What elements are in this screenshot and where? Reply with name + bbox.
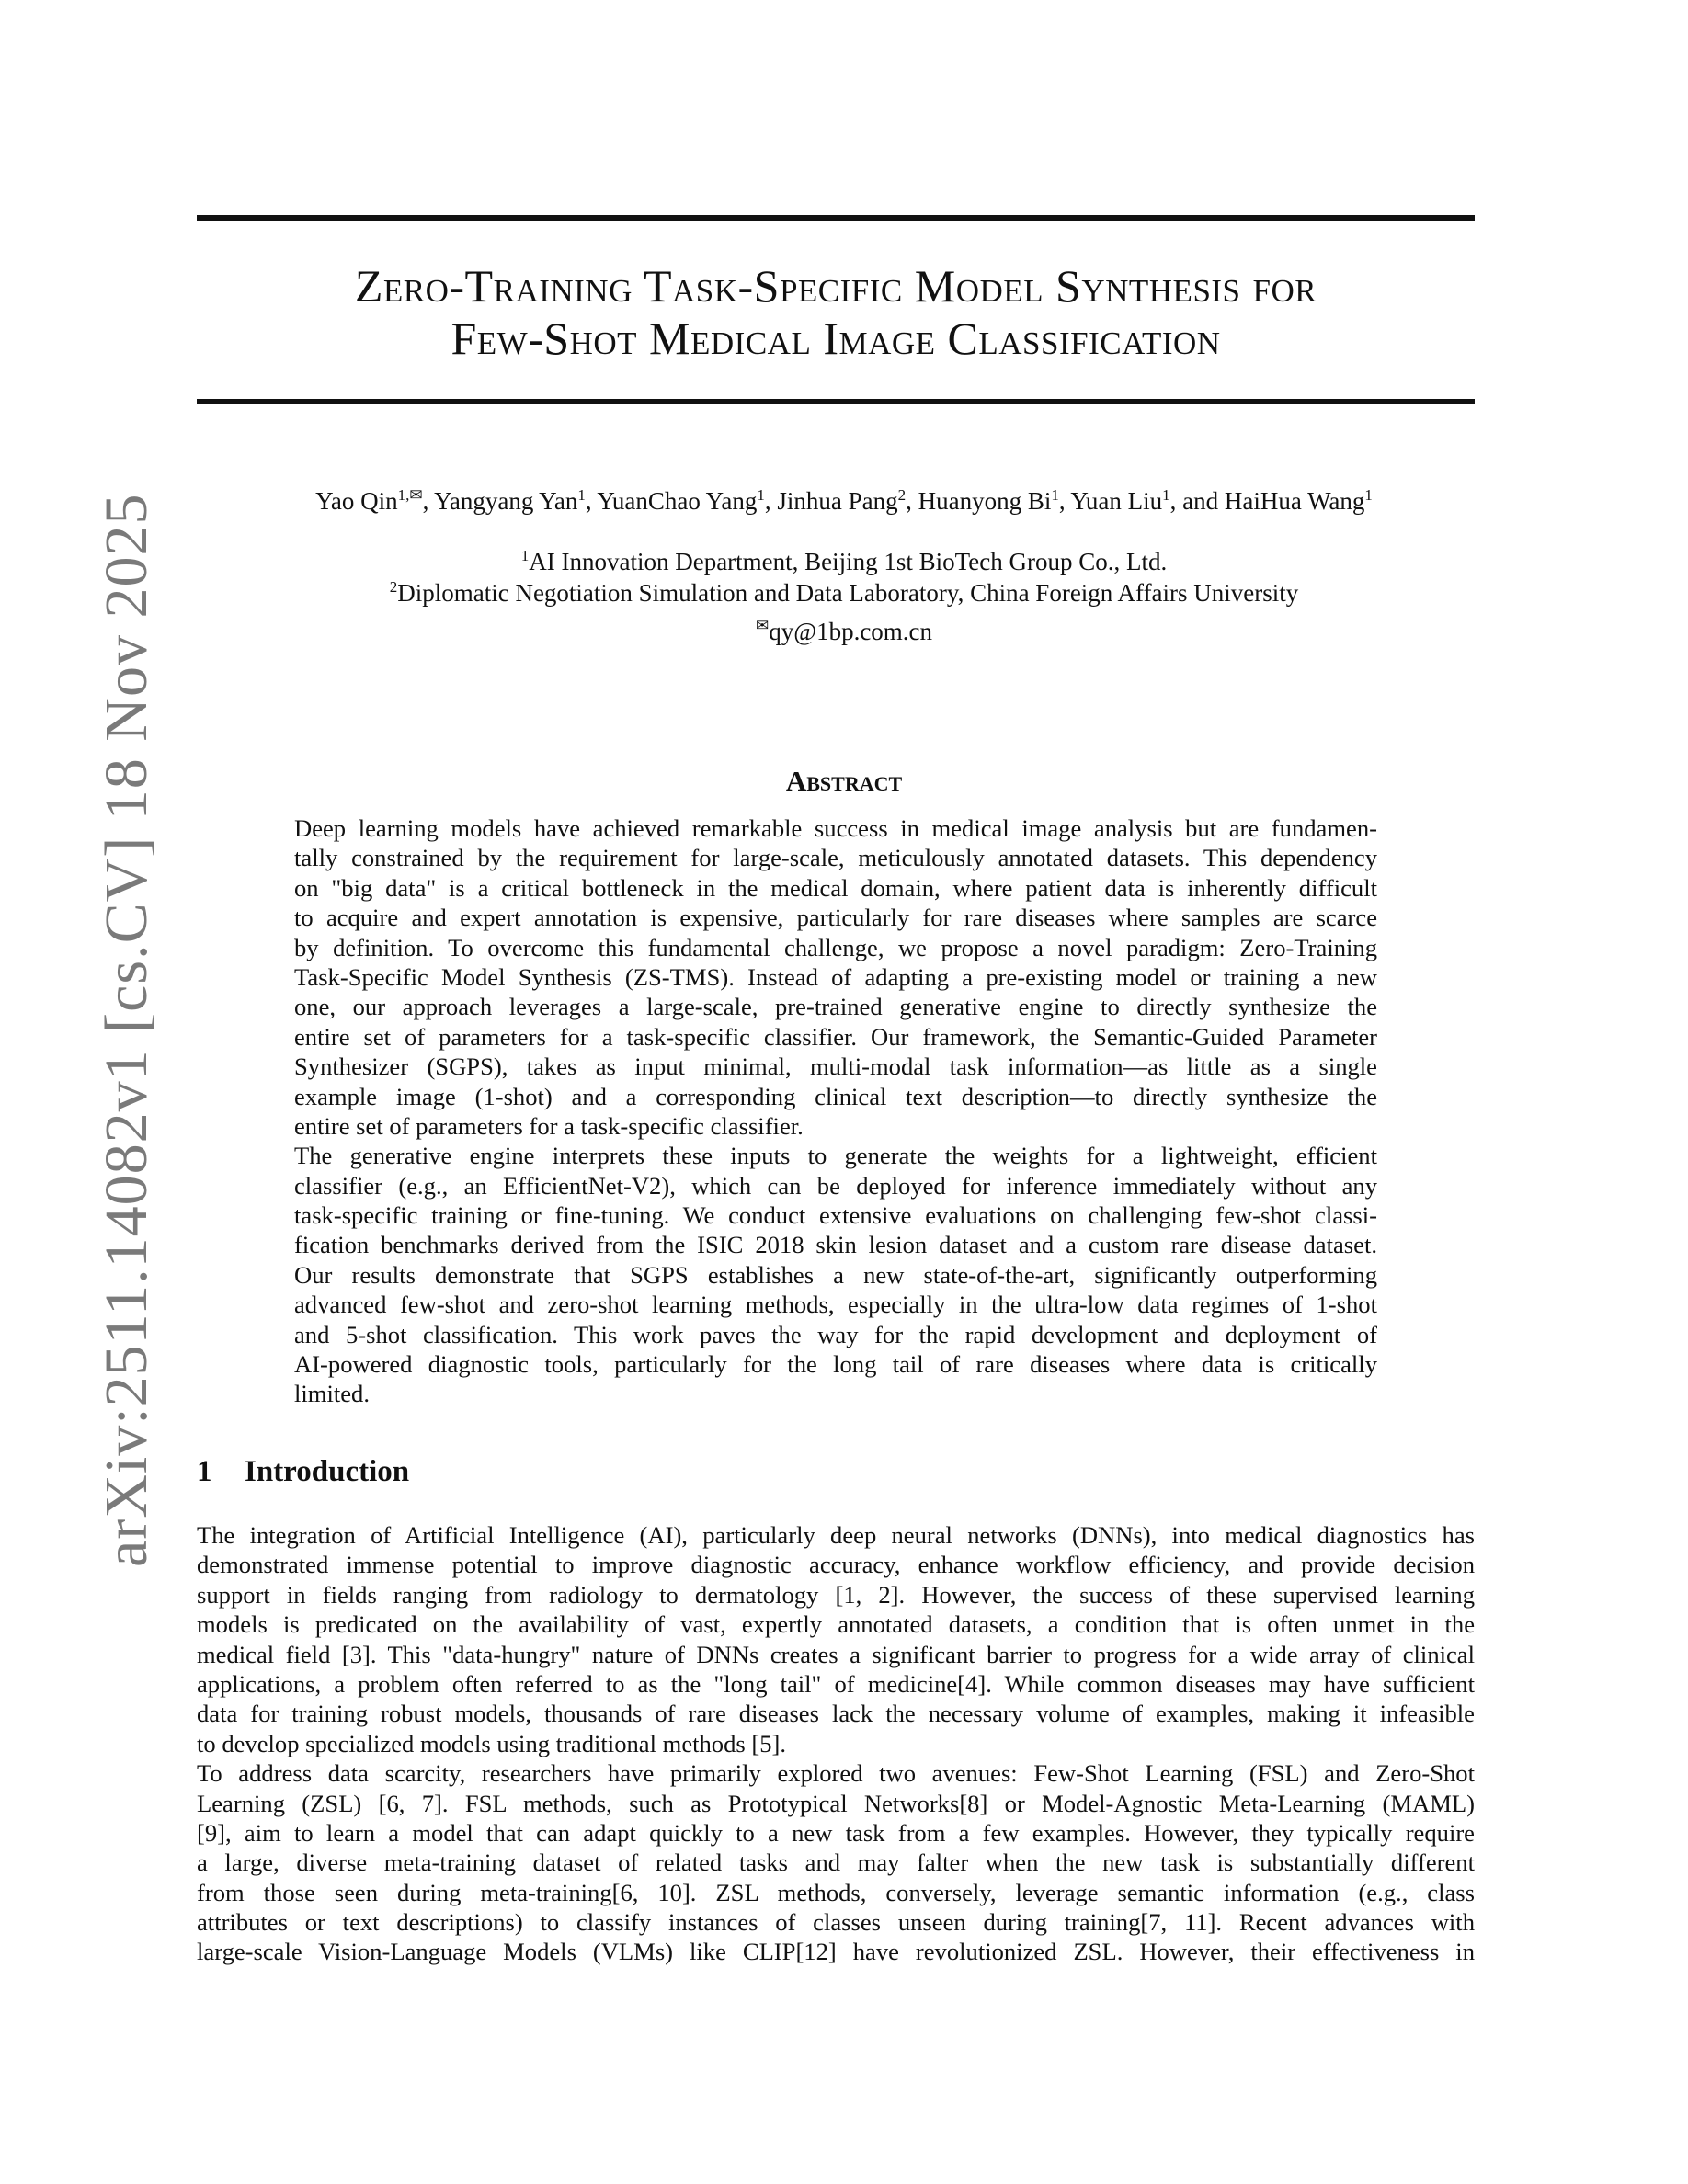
author-name: Yangyang Yan xyxy=(434,487,578,515)
text-line: attributes or text descriptions) to classify instances of classes unseen during training[7, 11]. Recent advances with xyxy=(197,1908,1475,1937)
author-list xyxy=(0,487,1688,516)
mail-icon: ✉ xyxy=(755,617,770,634)
corresponding-email xyxy=(0,618,1688,646)
text-line: tally constrained by the requirement for large-scale, meticulously annotated datasets. This dependency xyxy=(294,844,1377,872)
section-number: 1 xyxy=(197,1455,212,1488)
text-line: task-specific training or fine-tuning. We conduct extensive evaluations on challenging few-shot classi- xyxy=(294,1201,1377,1230)
text-line: one, our approach leverages a large-scale, pre-trained generative engine to directly synthesize the xyxy=(294,993,1377,1021)
text-line: models is predicated on the availability of vast, expertly annotated datasets, a condition that is often unmet in the xyxy=(197,1610,1475,1639)
text-line: AI-powered diagnostic tools, particularly for the long tail of rare diseases where data is critically xyxy=(294,1350,1377,1379)
author-affiliation-marker: 1 xyxy=(1162,486,1170,504)
text-line: demonstrated immense potential to improve diagnostic accuracy, enhance workflow efficiency, and provide decision xyxy=(197,1551,1475,1579)
text-line: applications, a problem often referred to as the "long tail" of medicine[4]. While common diseases may have sufficient xyxy=(197,1669,1475,1698)
affiliation-marker: 2 xyxy=(389,578,398,596)
text-line: The integration of Artificial Intelligence (AI), particularly deep neural networks (DNNs), into medical diagnostics has xyxy=(197,1521,1475,1549)
title-bottom-rule xyxy=(197,399,1475,404)
author-separator: , xyxy=(585,487,598,515)
arxiv-identifier-stamp: arXiv:2511.14082v1 [cs.CV] 18 Nov 2025 xyxy=(93,493,160,1567)
paragraph xyxy=(294,813,1377,1141)
text-line: Synthesizer (SGPS), takes as input minimal, multi-modal task information—as little as a single xyxy=(294,1052,1377,1081)
text-line: example image (1-shot) and a corresponding clinical text description—to directly synthesize the xyxy=(294,1082,1377,1110)
paragraph xyxy=(197,1758,1475,1967)
text-line: entire set of parameters for a task-specific classifier. Our framework, the Semantic-Guided Parameter xyxy=(294,1022,1377,1051)
title-line: Few-Shot Medical Image Classification xyxy=(451,313,1221,364)
author-separator: , xyxy=(1058,487,1071,515)
affiliation-marker: 1 xyxy=(520,547,530,564)
text-line: Learning (ZSL) [6, 7]. FSL methods, such as Prototypical Networks[8] or Model-Agnostic Meta-Learning (MAML) xyxy=(197,1789,1475,1817)
title-top-rule xyxy=(197,215,1475,221)
text-line: Deep learning models have achieved remarkable success in medical image analysis but are fundamen- xyxy=(294,814,1377,842)
section-title: Introduction xyxy=(245,1455,410,1488)
text-line: large-scale Vision-Language Models (VLMs) like CLIP[12] have revolutionized ZSL. However, their effectiveness in xyxy=(197,1938,1475,1966)
author-name: Yao Qin xyxy=(315,487,398,515)
paragraph xyxy=(197,1520,1475,1758)
abstract-body xyxy=(294,813,1377,1409)
text-line: advanced few-shot and zero-shot learning methods, especially in the ultra-low data regimes of 1-shot xyxy=(294,1291,1377,1319)
author-separator: , xyxy=(422,487,435,515)
paper-title xyxy=(197,260,1475,365)
text-line: fication benchmarks derived from the ISIC 2018 skin lesion dataset and a custom rare disease dataset. xyxy=(294,1231,1377,1259)
text-line: [9], aim to learn a model that can adapt quickly to a new task from a few examples. However, they typically require xyxy=(197,1818,1475,1847)
text-line: medical field [3]. This "data-hungry" nature of DNNs creates a significant barrier to progress for a wide array of clinical xyxy=(197,1640,1475,1668)
author-affiliation-marker: 1 xyxy=(1364,486,1373,504)
author-name: YuanChao Yang xyxy=(597,487,758,515)
text-line: The generative engine interprets these inputs to generate the weights for a lightweight, efficient xyxy=(294,1142,1377,1170)
title-line: Zero-Training Task-Specific Model Synthesis for xyxy=(354,260,1317,312)
author-name: Huanyong Bi xyxy=(918,487,1052,515)
text-line: to develop specialized models using traditional methods [5]. xyxy=(197,1729,787,1757)
author-name: Yuan Liu xyxy=(1070,487,1163,515)
email-address[interactable]: qy@1bp.com.cn xyxy=(769,618,933,645)
author-separator: , xyxy=(764,487,778,515)
text-line: classifier (e.g., an EfficientNet-V2), which can be deployed for inference immediately without any xyxy=(294,1171,1377,1200)
author-affiliation-marker: 1 xyxy=(757,486,765,504)
author-name: HaiHua Wang xyxy=(1224,487,1365,515)
paragraph xyxy=(294,1141,1377,1409)
text-line: Task-Specific Model Synthesis (ZS-TMS). Instead of adapting a pre-existing model or training a new xyxy=(294,962,1377,991)
affiliation xyxy=(0,548,1688,576)
text-line: by definition. To overcome this fundamental challenge, we propose a novel paradigm: Zero-Training xyxy=(294,933,1377,961)
introduction-body xyxy=(197,1520,1475,1967)
text-line: To address data scarcity, researchers have primarily explored two avenues: Few-Shot Learning (FSL) and Zero-Shot xyxy=(197,1759,1475,1788)
abstract-heading: Abstract xyxy=(785,765,903,797)
affiliation-text: Diplomatic Negotiation Simulation and Data Laboratory, China Foreign Affairs University xyxy=(397,579,1299,607)
author-name: Jinhua Pang xyxy=(777,487,898,515)
text-line: Our results demonstrate that SGPS establishes a new state-of-the-art, significantly outperforming xyxy=(294,1260,1377,1289)
text-line: on "big data" is a critical bottleneck in the medical domain, where patient data is inherently difficult xyxy=(294,873,1377,902)
author-separator: , xyxy=(906,487,918,515)
affiliation-text: AI Innovation Department, Beijing 1st BioTech Group Co., Ltd. xyxy=(529,548,1168,575)
text-line: support in fields ranging from radiology to dermatology [1, 2]. However, the success of these supervised learning xyxy=(197,1580,1475,1609)
text-line: data for training robust models, thousands of rare diseases lack the necessary volume of examples, making it infeasible xyxy=(197,1700,1475,1728)
affiliation xyxy=(0,579,1688,608)
text-line: a large, diverse meta-training dataset of related tasks and may falter when the new task is substantially different xyxy=(197,1848,1475,1877)
text-line: entire set of parameters for a task-specific classifier. xyxy=(294,1111,804,1140)
text-line: and 5-shot classification. This work paves the way for the rapid development and deployment of xyxy=(294,1320,1377,1348)
author-affiliation-marker: 1,✉ xyxy=(397,486,423,504)
author-affiliation-marker: 1 xyxy=(1051,486,1059,504)
author-affiliation-marker: 1 xyxy=(577,486,586,504)
author-affiliation-marker: 2 xyxy=(897,486,907,504)
text-line: to acquire and expert annotation is expensive, particularly for rare diseases where samples are scarce xyxy=(294,904,1377,932)
author-separator: , and xyxy=(1169,487,1225,515)
text-line: from those seen during meta-training[6, 10]. ZSL methods, conversely, leverage semantic information (e.g., class xyxy=(197,1878,1475,1906)
section-heading-introduction xyxy=(197,1455,409,1489)
text-line: limited. xyxy=(294,1380,370,1408)
